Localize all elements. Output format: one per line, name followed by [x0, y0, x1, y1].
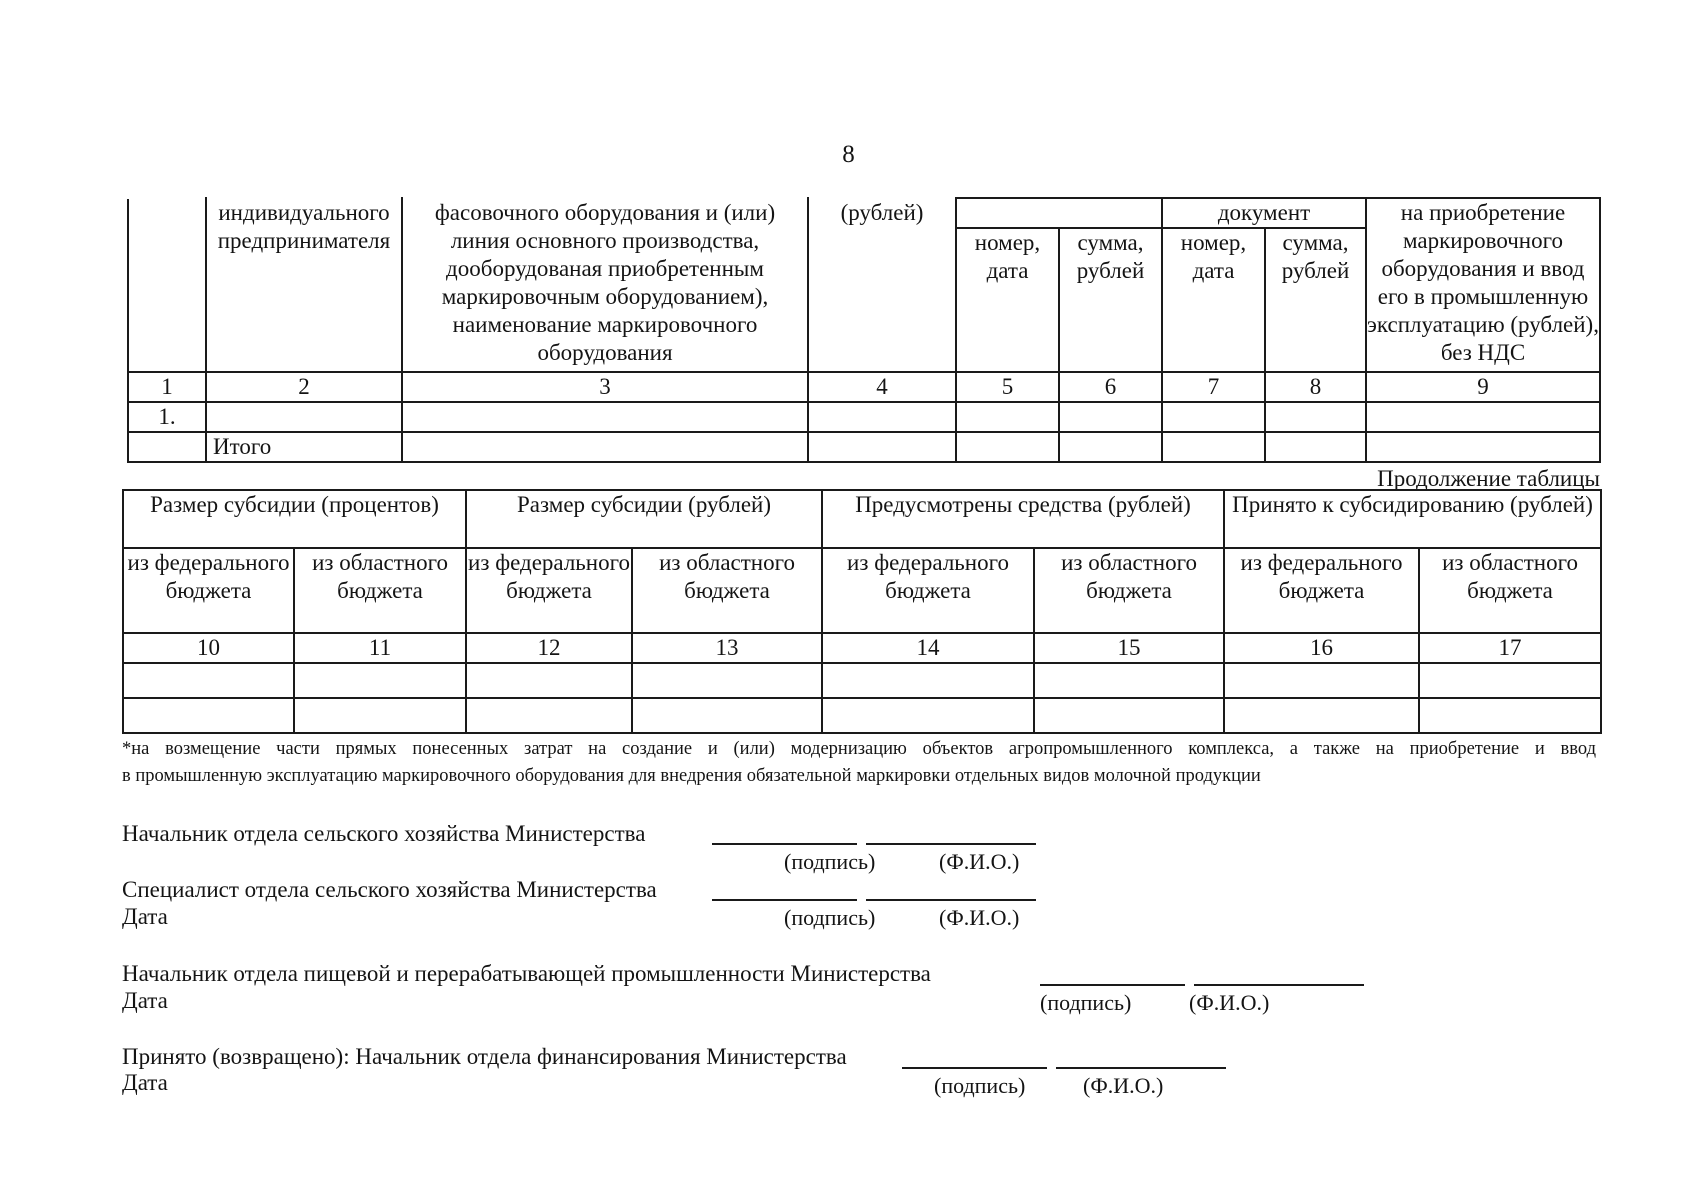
cell — [1059, 432, 1162, 462]
cell — [1265, 432, 1366, 462]
column-number: 8 — [1265, 372, 1366, 402]
cell — [206, 402, 402, 432]
cell — [1059, 402, 1162, 432]
column-number: 1 — [128, 372, 206, 402]
group-header-document: документ — [1162, 198, 1366, 228]
cell — [808, 432, 956, 462]
column-number-row — [123, 633, 1601, 663]
cell — [128, 432, 206, 462]
row-number: 1. — [128, 402, 206, 432]
sub-header-regional: из областного бюджета — [632, 548, 822, 633]
col8-header: сумма, рублей — [1265, 228, 1366, 372]
sub-header-regional: из областного бюджета — [294, 548, 466, 633]
column-number: 2 — [206, 372, 402, 402]
cell — [1265, 402, 1366, 432]
sub-header-federal: из федерального бюджета — [123, 548, 294, 633]
table-row — [123, 698, 1601, 733]
col4-header: (рублей) — [808, 198, 956, 372]
cell — [466, 663, 632, 698]
column-number: 17 — [1419, 633, 1601, 663]
sub-header-regional: из областного бюджета — [1419, 548, 1601, 633]
signature-line — [712, 899, 857, 901]
signature-line — [902, 1067, 1047, 1069]
cell — [808, 402, 956, 432]
sub-header-federal: из федерального бюджета — [1224, 548, 1419, 633]
col7-header: номер, дата — [1162, 228, 1265, 372]
date-label: Дата — [122, 988, 168, 1013]
column-number: 3 — [402, 372, 808, 402]
name-caption: (Ф.И.О.) — [939, 849, 1020, 874]
column-number: 7 — [1162, 372, 1265, 402]
sub-header-regional: из областного бюджета — [1034, 548, 1224, 633]
date-label: Дата — [122, 904, 168, 929]
col5-header: номер, дата — [956, 228, 1059, 372]
name-line — [1194, 984, 1364, 986]
column-number: 4 — [808, 372, 956, 402]
name-caption: (Ф.И.О.) — [1189, 990, 1270, 1015]
group-subsidy-rubles: Размер субсидии (рублей) — [466, 490, 822, 548]
group-subsidy-percent: Размер субсидии (процентов) — [123, 490, 466, 548]
column-number: 14 — [822, 633, 1034, 663]
cell — [466, 698, 632, 733]
signature-caption: (подпись) — [1040, 990, 1132, 1015]
cell — [402, 402, 808, 432]
footnote-line: в промышленную эксплуатацию маркировочного оборудования для внедрения обязательной маркировки отдельных видов молочной продукции — [122, 766, 1261, 786]
name-caption: (Ф.И.О.) — [939, 905, 1020, 930]
col9-header: на приобретение маркировочного оборудования и ввод его в промышленную эксплуатацию (рублей), без НДС — [1366, 198, 1600, 372]
cell — [1162, 432, 1265, 462]
cell — [1034, 663, 1224, 698]
cell — [956, 432, 1059, 462]
column-number-row — [128, 372, 1600, 402]
column-number: 15 — [1034, 633, 1224, 663]
cell — [1366, 432, 1600, 462]
column-number: 10 — [123, 633, 294, 663]
signature-caption: (подпись) — [784, 849, 876, 874]
column-number: 16 — [1224, 633, 1419, 663]
signature-line — [1040, 984, 1185, 986]
continuation-label: Продолжение таблицы — [1377, 466, 1600, 491]
footnote-line: *на возмещение части прямых понесенных затрат на создание и (или) модернизацию объектов агропромышленного комплекса, а также на приобретение и ввод — [122, 739, 1596, 759]
signature-line — [712, 843, 857, 845]
signatory-title: Специалист отдела сельского хозяйства Министерства — [122, 877, 657, 902]
name-line — [1056, 1067, 1226, 1069]
cell — [1224, 698, 1419, 733]
cell — [822, 663, 1034, 698]
column-number: 5 — [956, 372, 1059, 402]
cell — [1224, 663, 1419, 698]
signatory-title: Начальник отдела сельского хозяйства Министерства — [122, 821, 646, 846]
col3-header: фасовочного оборудования и (или) линия основного производства, дооборудованая приобретенным маркировочным оборудованием), наименование маркировочного оборудования — [402, 198, 808, 372]
total-label: Итого — [206, 432, 402, 462]
date-label: Дата — [122, 1070, 168, 1095]
sub-header-federal: из федерального бюджета — [466, 548, 632, 633]
column-number: 9 — [1366, 372, 1600, 402]
column-number: 12 — [466, 633, 632, 663]
col1-header-cell — [128, 198, 206, 372]
table-row — [123, 663, 1601, 698]
continuation-table — [122, 489, 1602, 734]
name-line — [866, 899, 1036, 901]
group-accepted: Принято к субсидированию (рублей) — [1224, 490, 1601, 548]
cell — [632, 698, 822, 733]
cell — [294, 663, 466, 698]
cell — [1419, 663, 1601, 698]
col2-header: индивидуального предпринимателя — [206, 198, 402, 372]
cell — [123, 698, 294, 733]
signature-caption: (подпись) — [784, 905, 876, 930]
column-number: 13 — [632, 633, 822, 663]
cell — [123, 663, 294, 698]
signatory-title: Принято (возвращено): Начальник отдела финансирования Министерства — [122, 1044, 847, 1069]
table-row — [128, 402, 1600, 432]
group-provided-funds: Предусмотрены средства (рублей) — [822, 490, 1224, 548]
name-caption: (Ф.И.О.) — [1083, 1073, 1164, 1098]
column-number: 6 — [1059, 372, 1162, 402]
page-number: 8 — [842, 141, 855, 168]
cell — [402, 432, 808, 462]
name-line — [866, 843, 1036, 845]
group-header-left — [956, 198, 1162, 228]
signatory-title: Начальник отдела пищевой и перерабатывающей промышленности Министерства — [122, 961, 931, 986]
cell — [1366, 402, 1600, 432]
total-row — [128, 432, 1600, 462]
main-table — [127, 197, 1601, 463]
cell — [1419, 698, 1601, 733]
cell — [1034, 698, 1224, 733]
cell — [956, 402, 1059, 432]
cell — [632, 663, 822, 698]
footnote — [122, 736, 1596, 790]
cell — [294, 698, 466, 733]
cell — [822, 698, 1034, 733]
col6-header: сумма, рублей — [1059, 228, 1162, 372]
signature-caption: (подпись) — [934, 1073, 1026, 1098]
sub-header-federal: из федерального бюджета — [822, 548, 1034, 633]
column-number: 11 — [294, 633, 466, 663]
cell — [1162, 402, 1265, 432]
